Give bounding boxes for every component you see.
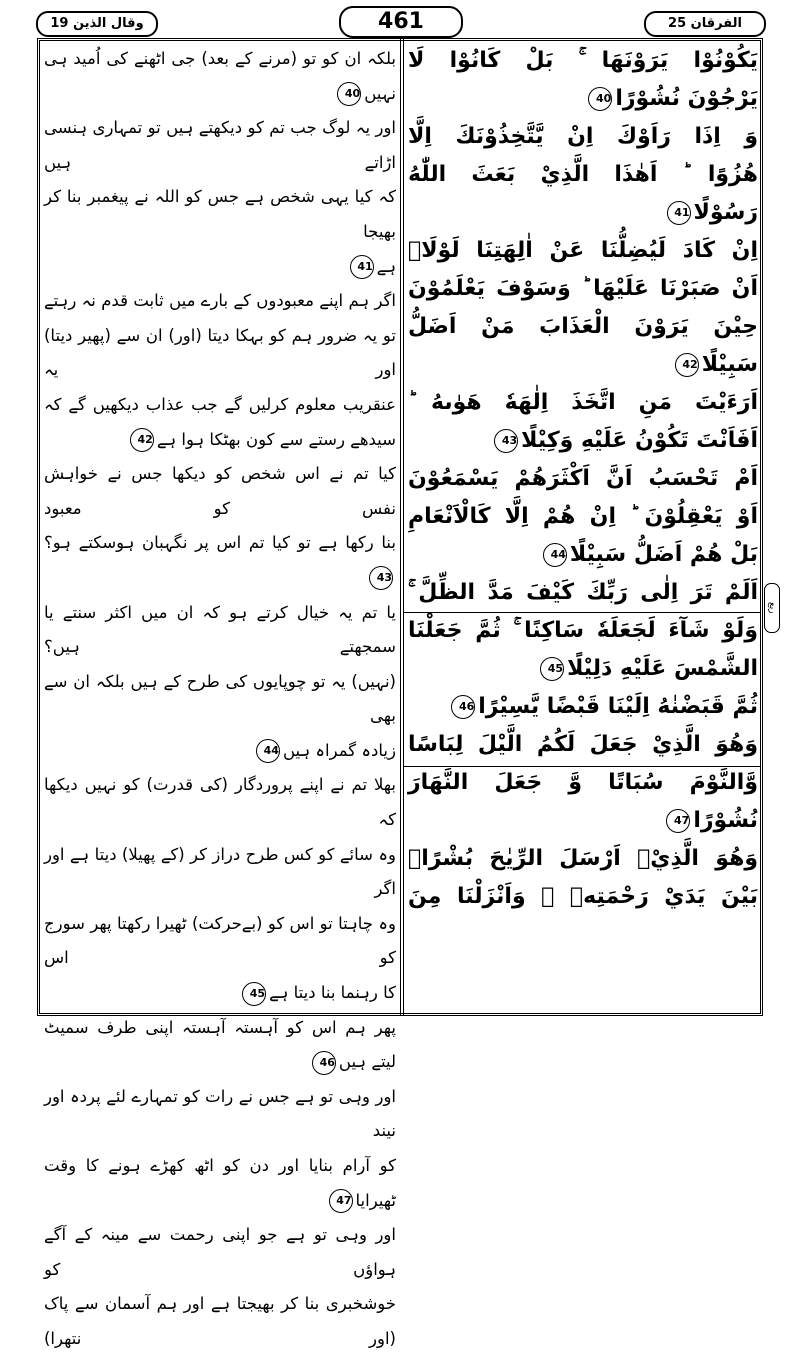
urdu-column [44, 42, 396, 1357]
verse-number: 42 [130, 428, 154, 452]
urdu-line: کیا تم نے اس شخص کو دیکھا جس نے خواہش نفس کو معبود [44, 464, 396, 518]
urdu-line: نہیں40 [44, 77, 396, 112]
urdu-line: اگر ہم اپنے معبودوں کے بارے میں ثابت قدم نہ رہتے [44, 291, 396, 311]
urdu-line: بلکہ ان کو تو (مرنے کے بعد) جی اٹھنے کی اُمید ہی [44, 49, 396, 68]
arabic-line: ثُمَّ قَبَضْنٰهُ اِلَيْنَا قَبْضًا يَّسِيْرًا46 [408, 688, 758, 726]
verse-number: 43 [494, 429, 518, 453]
rub-marker: ربع [764, 583, 780, 633]
urdu-line: کہ کیا یہی شخص ہے جس کو اللہ نے پیغمبر بنا کر بھیجا [44, 187, 396, 241]
urdu-line: بنا رکھا ہے تو کیا تم اس پر نگہبان ہوسکتے ہو؟43 [44, 526, 396, 595]
arabic-line: حِيْنَ يَرَوْنَ الْعَذَابَ مَنْ اَضَلُّ [408, 314, 758, 339]
urdu-line: وہ سائے کو کس طرح دراز کر (کے پھیلا) دیتا ہے اور اگر [44, 844, 396, 899]
urdu-line: خوشخبری بنا کر بھیجتا ہے اور ہم آسمان سے پاک (اور نتھرا) [44, 1294, 396, 1348]
urdu-line: اور وہی تو ہے جو اپنی رحمت سے مینہ کے آگے ہواؤں کو [44, 1225, 396, 1279]
urdu-line: اور وہی تو ہے جس نے رات کو تمہارے لئے پردہ اور نیند [44, 1086, 396, 1141]
verse-number: 46 [451, 695, 475, 719]
arabic-line: اِنْ كَادَ لَيُضِلُّنَا عَنْ اٰلِهَتِنَا لَوْلَاۤ [408, 238, 758, 263]
page-number: 461 [339, 6, 463, 38]
verse-number: 40 [337, 82, 361, 106]
arabic-line: اَفَاَنْتَ تَكُوْنُ عَلَيْهِ وَكِيْلًا43 [408, 422, 758, 460]
arabic-line: اَرَءَيْتَ مَنِ اتَّخَذَ اِلٰهَهٗ هَوٰىهُ ؕ [408, 390, 758, 415]
urdu-line: تو یہ ضرور ہم کو بہکا دیتا (اور) ان سے (پھیر دیتا) اور یہ [44, 325, 396, 380]
arabic-line: اَنْ صَبَرْنَا عَلَيْهَا ؕ وَسَوْفَ يَعْلَمُوْنَ [408, 276, 758, 301]
urdu-line: عنقریب معلوم کرلیں گے جب عذاب دیکھیں گے کہ [44, 394, 396, 414]
urdu-line: سیدھے رستے سے کون بھٹکا ہوا ہے42 [44, 423, 396, 458]
arabic-line: الشَّمْسَ عَلَيْهِ دَلِيْلًا45 [408, 650, 758, 688]
verse-number: 46 [312, 1051, 336, 1075]
arabic-line: بَلْ هُمْ اَضَلُّ سَبِيْلًا44 [408, 536, 758, 574]
arabic-line: هُزُوًا ؕ اَهٰذَا الَّذِيْ بَعَثَ اللّٰهُ [408, 162, 758, 187]
verse-number: 41 [667, 201, 691, 225]
arabic-line: نُشُوْرًا47 [408, 802, 758, 840]
arabic-line: وَهُوَ الَّذِيْۤ اَرْسَلَ الرِّيٰحَ بُشْرًاۢ [408, 846, 758, 871]
page-header [36, 6, 766, 36]
arabic-line: وَّالنَّوْمَ سُبَاتًا وَّ جَعَلَ النَّهَارَ [408, 770, 758, 795]
urdu-line: بھلا تم نے اپنے پروردگار (کی قدرت) کو نہیں دیکھا کہ [44, 775, 396, 830]
verse-number: 47 [329, 1189, 353, 1213]
urdu-line: ٹھیرایا47 [44, 1184, 396, 1219]
urdu-line: کا رہنما بنا دیتا ہے45 [44, 976, 396, 1011]
verse-number: 44 [543, 543, 567, 567]
arabic-line: وَلَوْ شَآءَ لَجَعَلَهٗ سَاكِنًا ۚ ثُمَّ جَعَلْنَا [408, 618, 758, 643]
urdu-line: یا تم یہ خیال کرتے ہو کہ ان میں اکثر سنتے یا سمجھتے ہیں؟ [44, 602, 396, 657]
arabic-line: يَكُوْنُوْا يَرَوْنَهَا ۚ بَلْ كَانُوْا لَا [408, 48, 758, 73]
urdu-line: اور یہ لوگ جب تم کو دیکھتے ہیں تو تمہاری ہنسی اڑاتے ہیں [44, 118, 396, 172]
verse-number: 41 [350, 255, 374, 279]
surah-tag: الفرقان 25 [644, 11, 766, 37]
verse-number: 42 [675, 353, 699, 377]
arabic-line: بَيْنَ يَدَيْ رَحْمَتِهٖ ۚ وَاَنْزَلْنَا مِنَ [408, 884, 758, 909]
verse-number: 44 [256, 739, 280, 763]
arabic-line: اَوْ يَعْقِلُوْنَ ؕ اِنْ هُمْ اِلَّا كَالْاَنْعَامِ [408, 504, 758, 529]
verse-number: 43 [369, 566, 393, 590]
arabic-line: رَسُوْلًا41 [408, 194, 758, 232]
verse-number: 40 [588, 87, 612, 111]
verse-number: 47 [666, 809, 690, 833]
urdu-line: (نہیں) یہ تو چوپایوں کی طرح کے ہیں بلکہ ان سے بھی [44, 671, 396, 726]
urdu-line: کو آرام بنایا اور دن کو اٹھ کھڑے ہونے کا وقت [44, 1156, 396, 1175]
urdu-line: زیادہ گمراہ ہیں44 [44, 734, 396, 769]
urdu-line: ہے41 [44, 250, 396, 285]
column-divider [400, 38, 404, 1016]
verse-number: 45 [540, 657, 564, 681]
arabic-line: وَ اِذَا رَاَوْكَ اِنْ يَّتَّخِذُوْنَكَ اِلَّا [408, 124, 758, 149]
arabic-line: يَرْجُوْنَ نُشُوْرًا40 [408, 80, 758, 118]
arabic-line: وَهُوَ الَّذِيْ جَعَلَ لَكُمُ الَّيْلَ لِبَاسًا [408, 732, 758, 757]
urdu-line: پھر ہم اس کو آہستہ آہستہ اپنی طرف سمیٹ لیتے ہیں46 [44, 1011, 396, 1080]
arabic-column [408, 42, 758, 916]
arabic-line: سَبِيْلًا42 [408, 346, 758, 384]
juz-tag: وقال الذين 19 [36, 11, 158, 37]
arabic-line: اَمْ تَحْسَبُ اَنَّ اَكْثَرَهُمْ يَسْمَعُوْنَ [408, 466, 758, 491]
arabic-line: اَلَمْ تَرَ اِلٰى رَبِّكَ كَيْفَ مَدَّ الظِّلَّ ۚ [408, 580, 758, 605]
urdu-line: وہ چاہتا تو اس کو (بےحرکت) ٹھیرا رکھتا پھر سورج کو اس [44, 913, 396, 968]
verse-number: 45 [242, 982, 266, 1006]
